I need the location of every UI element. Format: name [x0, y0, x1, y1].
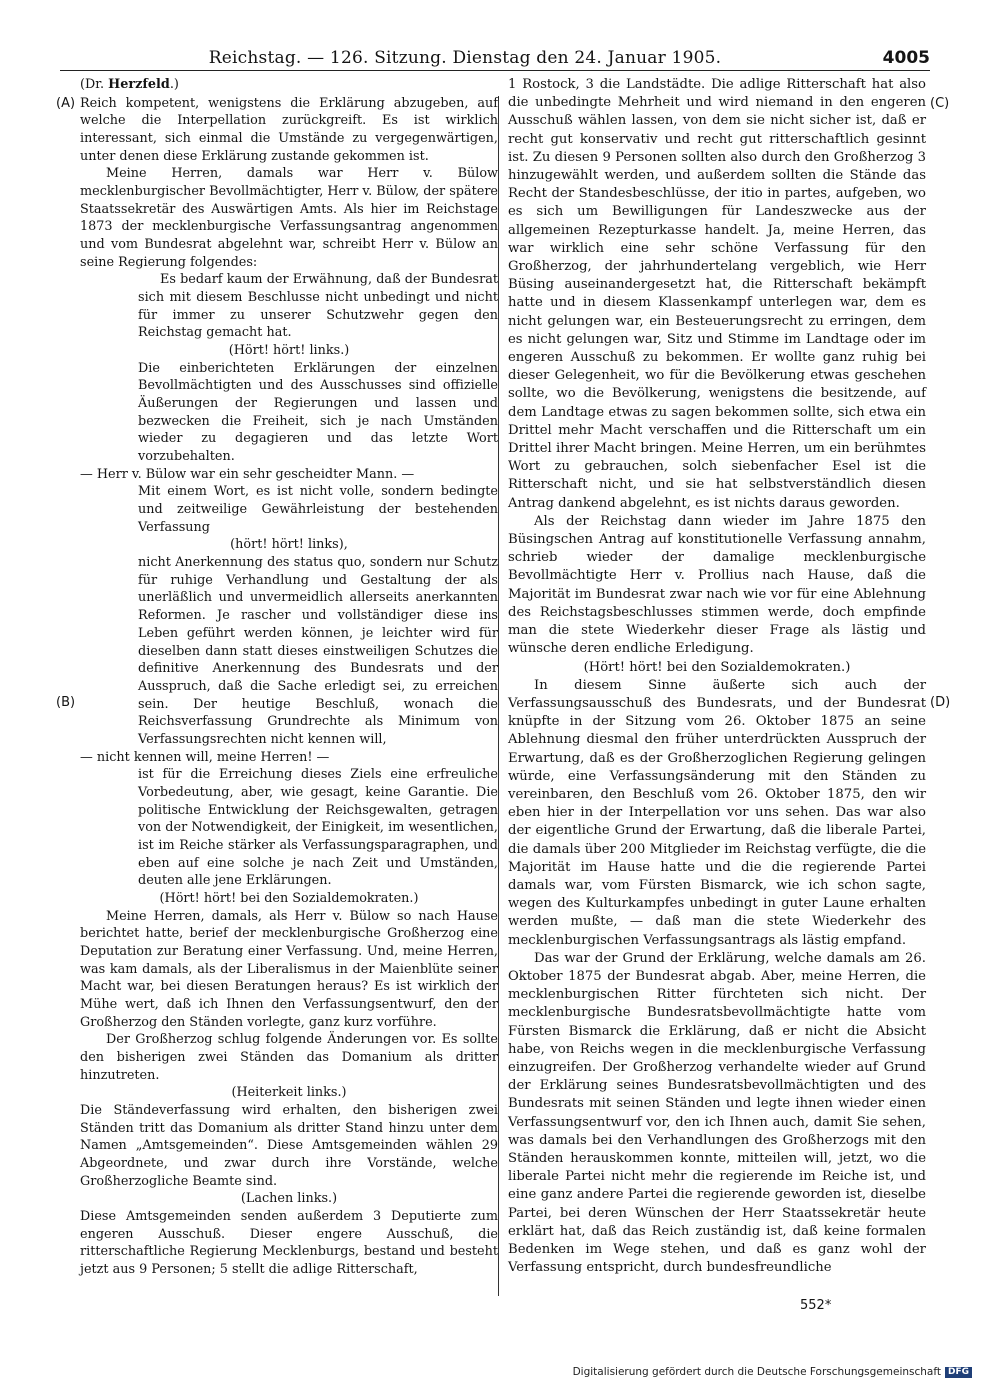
page-header [60, 46, 930, 71]
column-divider [498, 96, 499, 1296]
digitization-credit [573, 1366, 972, 1378]
interjection: (Hört! hört! links.) [228, 343, 350, 359]
margin-marker-c: (C) [930, 96, 950, 111]
right-column [508, 76, 926, 1277]
quoted-paragraph: Die einberichteten Erklärungen der einzelnen Bevollmächtigten und des Ausschusses sind offizielle Äußerungen der Regierungen und lassen und bezwecken die Freiheit, sich je nach Umständen wieder zu degagieren und das letzte Wort vorzubehalten. [138, 360, 498, 465]
quoted-paragraph: ist für die Erreichung dieses Ziels eine erfreuliche Vorbedeutung, aber, wie gesagt, keine Garantie. Die politische Entwicklung der Reichsgewalten, getragen von der Notwendigkeit, der Einigkeit, im wesentlichen, ist im Reiche stärker als Verfassungsparagraphen, und eben auf eine solche je nach Zeit und Umständen, deuten alle jene Erklärungen. [138, 767, 498, 889]
paragraph: Die Ständeverfassung wird erhalten, den bisherigen zwei Ständen tritt das Domanium als dritter Stand hinzu unter dem Namen „Amtsgemeinden“. Diese Amtsgemeinden wählen 29 Abgeordnete, und zwar durch ihre Vorstände, welche Großherzogliche Beamte sind. [80, 1102, 498, 1189]
paragraph: Der Großherzog schlug folgende Änderungen vor. Es sollte den bisherigen zwei Ständen das Domanium als dritter hinzutreten. [80, 1032, 498, 1083]
interjection: (Hört! hört! bei den Sozialdemokraten.) [159, 890, 419, 906]
credit-text: Digitalisierung gefördert durch die Deutsche Forschungsgemeinschaft [572, 1366, 941, 1378]
margin-marker-d: (D) [930, 695, 951, 710]
running-title: Reichstag. — 126. Sitzung. Dienstag den 24. Januar 1905. [208, 48, 722, 68]
interjection: (hört! hört! links), [230, 537, 348, 553]
paragraph: Reich kompetent, wenigstens die Erklärung abzugeben, auf welche die Interpellation zurückgreift. Es ist wirklich interessant, sich einmal die Umstände zu vergegenwärtigen, unter denen diese Erklärung zustande gekommen ist. [80, 95, 498, 164]
quoted-paragraph: Es bedarf kaum der Erwähnung, daß der Bundesrat sich mit diesem Beschlusse nicht unbedingt und nicht für immer zu unserer Schutzwehr gegen den Reichstag gemacht hat. [138, 272, 498, 341]
speaker-open: (Dr. [80, 77, 109, 92]
speaker-name: Herzfeld [108, 77, 170, 92]
aside: — Herr v. Bülow war ein sehr gescheidter Mann. — [80, 466, 415, 482]
paragraph: Als der Reichstag dann wieder im Jahre 1875 den Büsingschen Antrag auf konstitutionelle Verfassung annahm, schrieb wieder der damalige mecklenburgische Bevollmächtigte Herr v. Prollius nach Hause, daß die Majorität im Bundesrat zwar nach wie vor für eine Ablehnung des Reichstagsbeschlusses stimmen werde, doch empfinde man die stete Wiederkehr dieser Frage als lästig und wünsche deren endliche Erledigung. [508, 513, 926, 657]
margin-marker-b: (B) [56, 695, 76, 710]
interjection: (Heiterkeit links.) [231, 1085, 347, 1101]
dfg-logo: DFG [945, 1367, 972, 1378]
speaker-close: .) [169, 77, 179, 92]
aside: — nicht kennen will, meine Herren! — [80, 749, 330, 765]
margin-marker-a: (A) [56, 96, 76, 111]
paragraph: Meine Herren, damals war Herr v. Bülow mecklenburgischer Bevollmächtigter, Herr v. Bülow, der spätere Staatssekretär des Auswärtigen Amts. Als hier im Reichstage 1873 der mecklenburgische Verfassungsantrag angenommen und vom Bundesrat abgelehnt war, schreibt Herr v. Bülow an seine Regierung folgendes: [80, 166, 499, 270]
paragraph: In diesem Sinne äußerte sich auch der Verfassungsausschuß des Bundesrats, und der Bundesrat knüpfte in der Sitzung vom 26. Oktober 1875 an seine Ablehnung diesmal den früher unterdrückten Ausspruch der Erwartung, daß es der Großherzoglichen Regierung gelingen würde, eine Verfassungsänderung mit den Ständen zu vereinbaren, den Beschluß vom 26. Oktober 1875, den wir eben hier in der Interpellation vor uns sehen. Das war also der eigentliche Grund der Erwartung, daß die liberale Partei, die damals über 200 Mitglieder im Reichstag verfügte, die die Majorität im Hause hatte und die die regierende Partei damals war, vom Fürsten Bismarck, wie ich schon sagte, wegen des Kulturkampfes unbedingt in guter Laune erhalten werden mußte, — daß man die stete Wiederkehr des mecklenburgischen Verfassungsantrags als lästig empfand. [508, 677, 926, 948]
paragraph: Das war der Grund der Erklärung, welche damals am 26. Oktober 1875 der Bundesrat abgab. Aber, meine Herren, die mecklenburgischen Ritter fürchteten sich nicht. Der mecklenburgische Bundesratsbevollmächtigte hatte vom Fürsten Bismarck die Erklärung, daß er nicht die Absicht habe, von Reichs wegen in die mecklenburgische Verfassung einzugreifen. Der Großherzog verhandelte wieder auf Grund der Erklärung seines Bundesratsbevollmächtigten und des Bundesrats mit seinen Ständen und legte ihnen wieder einen Verfassungsentwurf vor, den ich Ihnen auch, damit Sie sehen, was damals bei den Verhandlungen des Großherzogs mit den Ständen herauskommen konnte, mitteilen will, jetzt, wo die liberale Partei nicht mehr die regierende im Reiche ist, und eine ganz andere Partei die regierende geworden ist, dieselbe Partei, bei deren Wünschen der Herr Staatssekretär heute erklärt hat, daß das Reich zuständig ist, daß keine formalen Bedenken im Wege stehen, und daß es ganz wohl der Verfassung entspricht, durch bundesfreundliche [508, 950, 926, 1276]
speaker-line [80, 76, 498, 94]
paragraph: Diese Amtsgemeinden senden außerdem 3 Deputierte zum engeren Ausschuß. Dieser engere Ausschuß, die ritterschaftliche Regierung Mecklenburgs, bestand und besteht jetzt aus 9 Personen; 5 stellt die adlige Ritterschaft, [80, 1209, 498, 1278]
interjection: (Lachen links.) [240, 1191, 338, 1207]
quoted-paragraph: nicht Anerkennung des status quo, sondern nur Schutz für ruhige Verhandlung und Gestaltung der als unerläßlich und unvermeidlich allerseits anerkannten Reformen. Je rascher und vollständiger diese ins Leben geführt werden können, je leichter wird für dieselben dann statt dieses einstweiligen Schutzes die definitive Anerkennung des Bundesrats und der Ausspruch, daß die Sache erledigt sei, zu erreichen sein. Der heutige Beschluß, wonach die Reichsverfassung Grundrechte als Minimum von Verfassungsrechten nicht kennen will, [138, 555, 498, 747]
paragraph: 1 Rostock, 3 die Landstädte. Die adlige Ritterschaft hat also die unbedingte Mehrheit und wird niemand in den engeren Ausschuß wählen lassen, von dem sie nicht sicher ist, daß er recht gut konservativ und recht gut ritterschaftlich gesinnt ist. Zu diesen 9 Personen sollten also durch den Großherzog 3 hinzugewählt werden, und außerdem sollten die Stände das Recht der Standesbeschlüsse, der itio in partes, aufgeben, wo es sich um Bewilligungen für Landeszwecke aus der allgemeinen Rezepturkasse handelt. Ja, meine Herren, das war wirklich eine sehr schöne Verfassung für den Großherzog, der jahrhundertelang vergeblich, wie Herr Büsing auseinandergesetzt hat, die Ritterschaft bekämpft hatte und in diesem Klassenkampf unterlegen war, dem es nicht gelungen war, ein Besteuerungsrecht zu erringen, dem es nicht gelungen war, Sitz und Stimme im Landtage oder im engeren Ausschuß zu bekommen. Er wollte ganz ruhig bei dieser Gelegenheit, wo für die Bevölkerung etwas geschehen sollte, wo die Bevölkerung, wenigstens die besitzende, auf dem Landtage etwas zu sagen bekommen sollte, sich etwa ein Drittel mehr Macht verschaffen und die Ritterschaft um ein Drittel ihrer Macht bringen. Meine Herren, um ein berühmtes Wort zu gebrauchen, solch siebenfacher Esel ist die Ritterschaft nicht, und sie hat selbstverständlich diesen Antrag dankend abgelehnt, es ist nichts daraus geworden. [508, 77, 926, 511]
left-column [80, 76, 498, 1279]
page-number: 4005 [882, 48, 930, 68]
interjection: (Hört! hört! bei den Sozialdemokraten.) [583, 659, 851, 675]
quoted-paragraph: Mit einem Wort, es ist nicht volle, sondern bedingte und zeitweilige Gewährleistung der bestehenden Verfassung [138, 484, 498, 535]
paragraph: Meine Herren, damals, als Herr v. Bülow so nach Hause berichtet hatte, berief der mecklenburgische Großherzog eine Deputation zur Beratung einer Verfassung. Und, meine Herren, was kam damals, als der Liberalismus in der Maienblüte seiner Macht war, bei diesen Beratungen heraus? Es ist wirklich der Mühe wert, daß ich Ihnen den Verfassungsentwurf, den der Großherzog den Ständen vorlegte, ganz kurz vorführe. [80, 908, 498, 1030]
sheet-signature: 552* [800, 1298, 832, 1313]
